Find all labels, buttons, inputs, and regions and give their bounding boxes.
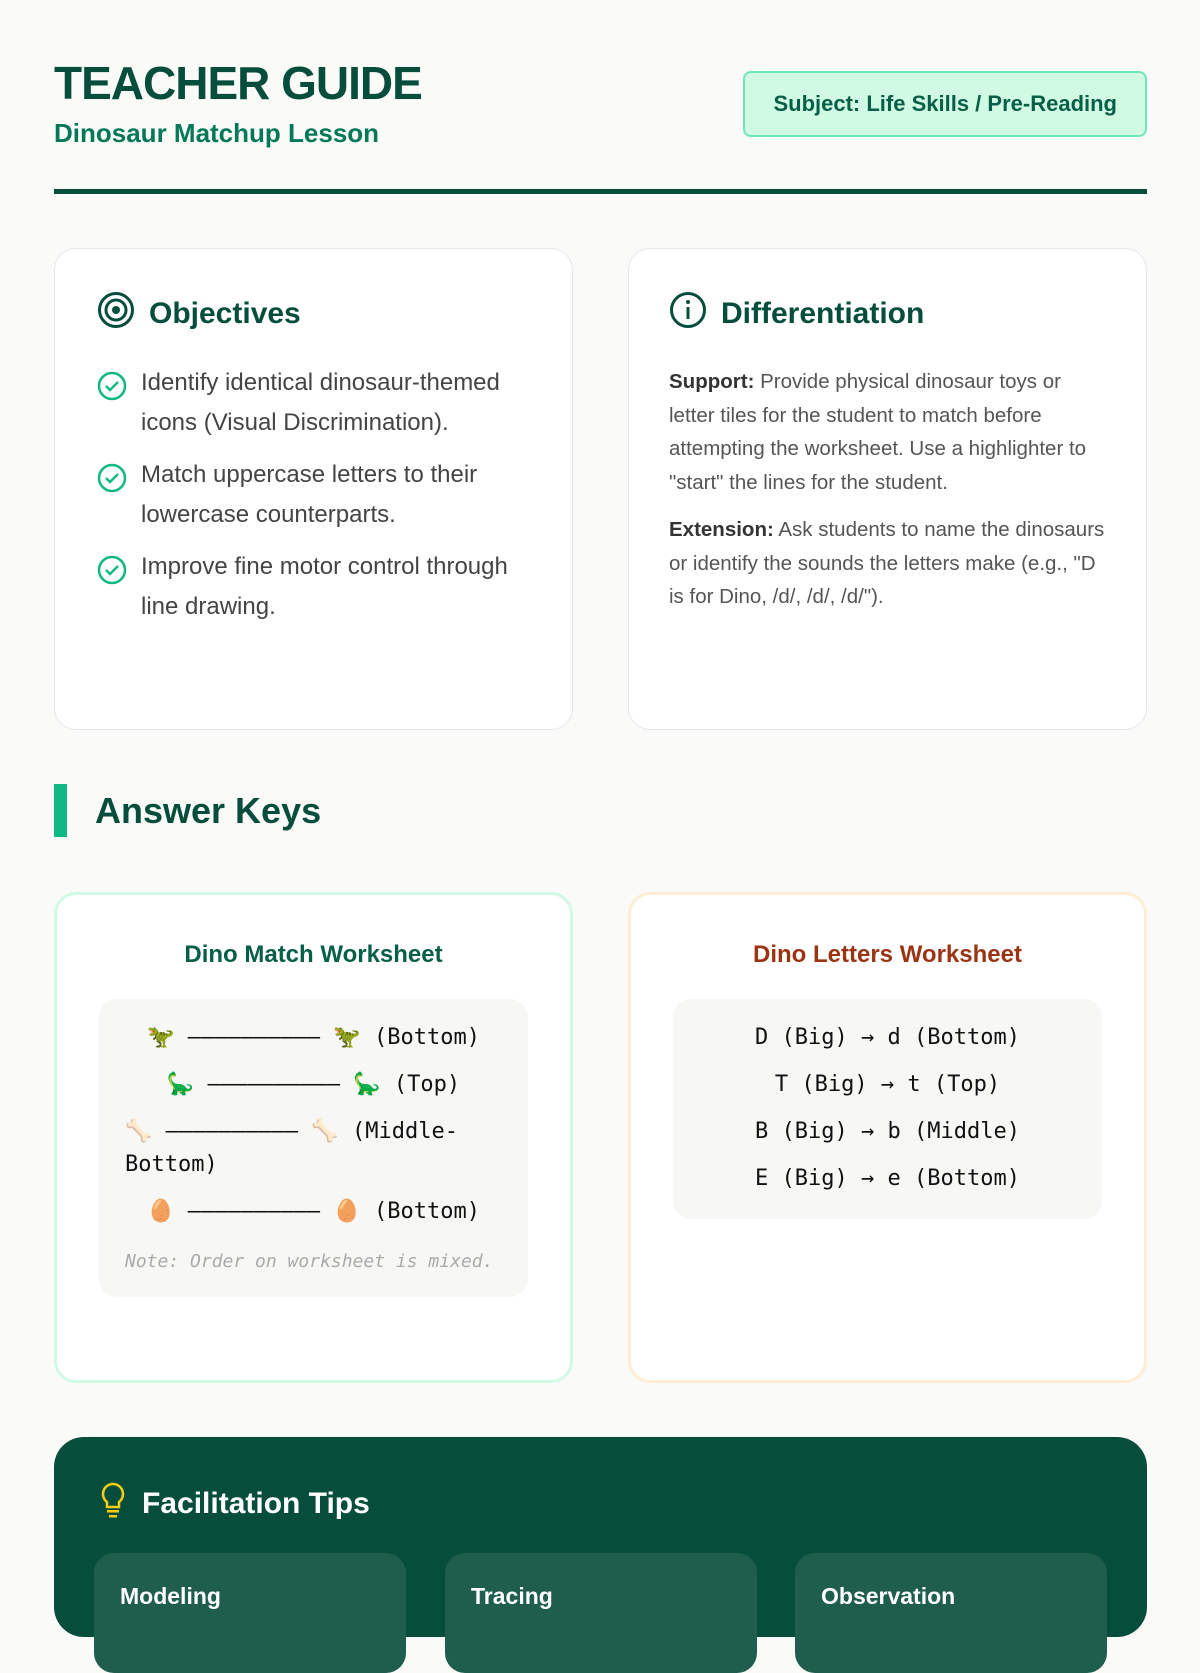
check-circle-icon <box>97 371 127 401</box>
dino-match-title: Dino Match Worksheet <box>184 941 443 968</box>
lightbulb-icon <box>98 1481 128 1527</box>
extension-text: Extension: Ask students to name the dinosaurs or identify the sounds the letters make (e.g., "D is for Dino, /d/, /d/, /d/"). <box>669 518 1105 608</box>
objective-item: Identify identical dinosaur-themed icons (Visual Discrimination). <box>97 363 530 443</box>
letter-line: B (Big) → b (Middle) <box>755 1119 1020 1144</box>
dino-letters-card <box>628 892 1147 1383</box>
answer-keys-heading: Answer Keys <box>54 784 321 837</box>
objective-item: Improve fine motor control through line drawing. <box>97 547 530 627</box>
header <box>54 56 1147 194</box>
match-line: 🦕 —————————— 🦕 (Top) <box>166 1072 461 1097</box>
info-icon <box>669 291 707 337</box>
check-circle-icon <box>97 555 127 585</box>
differentiation-title: Differentiation <box>721 297 925 330</box>
dino-match-card <box>54 892 573 1383</box>
differentiation-card <box>628 248 1147 730</box>
letter-line: D (Big) → d (Bottom) <box>755 1025 1020 1050</box>
support-text: Support: Provide physical dinosaur toys or letter tiles for the student to match before attempting the worksheet. Use a highlighter to "start" the lines for the student. <box>669 370 1087 494</box>
letter-line: T (Big) → t (Top) <box>774 1072 1001 1097</box>
tip-observation: Observation <box>795 1553 1107 1673</box>
dino-letters-title: Dino Letters Worksheet <box>753 941 1022 968</box>
tip-modeling: Modeling <box>94 1553 406 1673</box>
facilitation-tips <box>54 1437 1147 1637</box>
match-line: 🦖 —————————— 🦖 (Bottom) <box>147 1025 480 1050</box>
page-subtitle: Dinosaur Matchup Lesson <box>54 118 380 148</box>
dino-match-key <box>99 999 528 1297</box>
target-icon <box>97 291 135 337</box>
objective-item: Match uppercase letters to their lowercase counterparts. <box>97 455 530 535</box>
match-line: 🥚 —————————— 🥚 (Bottom) <box>147 1199 480 1224</box>
subject-badge: Subject: Life Skills / Pre-Reading <box>743 71 1147 137</box>
check-circle-icon <box>97 463 127 493</box>
match-note: Note: Order on worksheet is mixed. <box>125 1251 494 1272</box>
letter-line: E (Big) → e (Bottom) <box>755 1166 1020 1191</box>
dino-letters-key <box>673 999 1102 1219</box>
page-title: TEACHER GUIDE <box>54 57 422 109</box>
match-line: 🦴 —————————— 🦴 (Middle-Bottom) <box>125 1119 458 1177</box>
tips-title: Facilitation Tips <box>142 1487 370 1520</box>
objectives-title: Objectives <box>149 297 301 330</box>
tip-tracing: Tracing <box>445 1553 757 1673</box>
objectives-card <box>54 248 573 730</box>
